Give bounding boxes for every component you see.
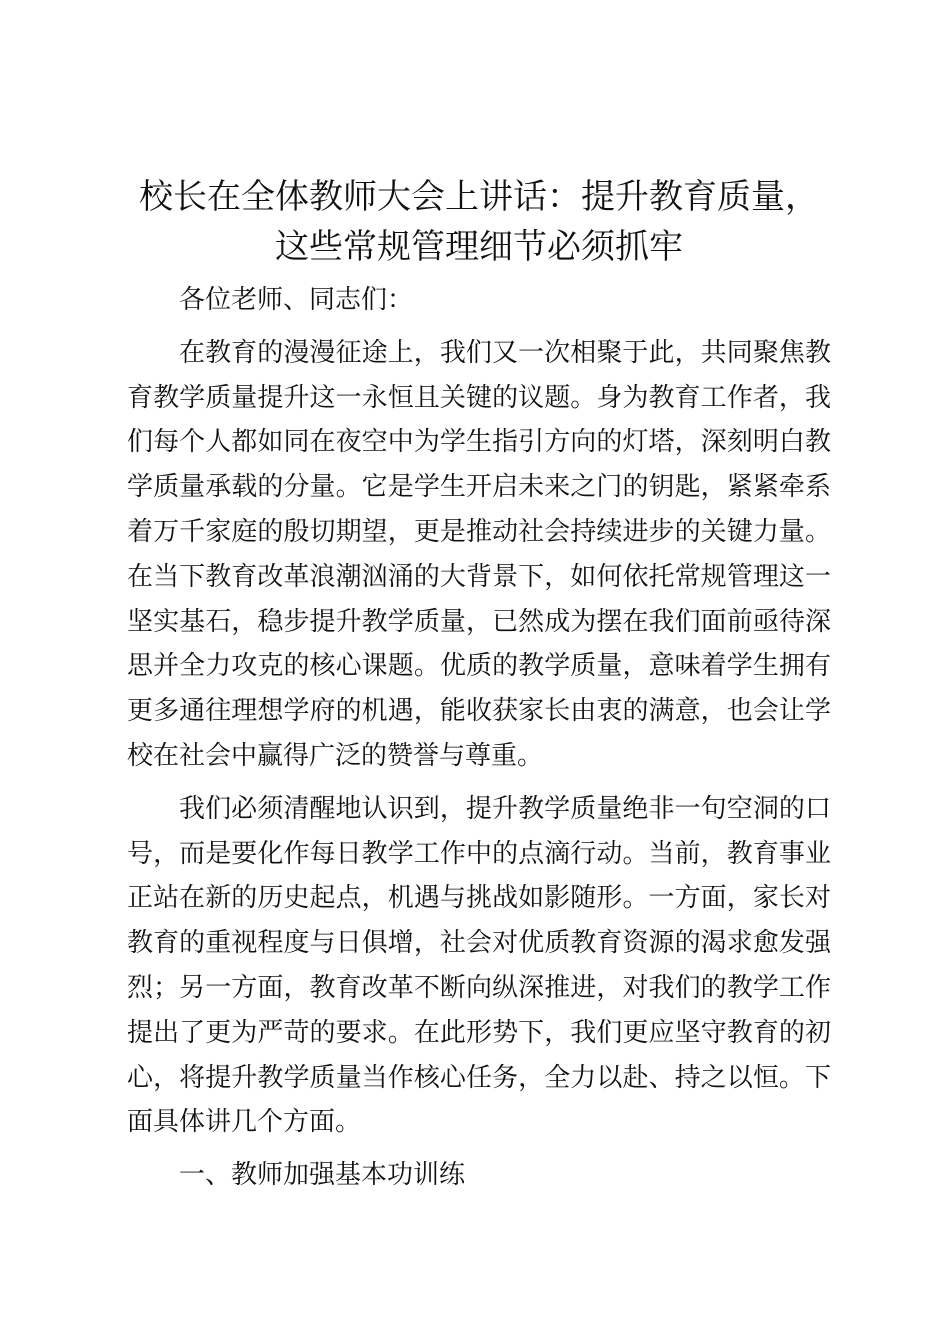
title-line-1: 校长在全体教师大会上讲话：提升教育质量，	[139, 177, 819, 217]
paragraph-2: 我们必须清醒地认识到，提升教学质量绝非一句空洞的口号，而是要化作每日教学工作中的点滴行动。当前，教育事业正站在新的历史起点，机遇与挑战如影随形。一方面，家长对教育的重视程度与日俱增，社会对优质教育资源的渴求愈发强烈；另一方面，教育改革不断向纵深推进，对我们的教学工作提出了更为严苛的要求。在此形势下，我们更应坚守教育的初心，将提升教学质量当作核心任务，全力以赴、持之以恒。下面具体讲几个方面。	[127, 793, 831, 1138]
document-page	[127, 172, 831, 1198]
salutation: 各位老师、同志们：	[179, 285, 414, 315]
section-heading: 一、教师加强基本功训练	[179, 1160, 466, 1191]
title-line-2: 这些常规管理细节必须抓牢	[275, 227, 683, 267]
paragraph-1: 在教育的漫漫征途上，我们又一次相聚于此，共同聚焦教育教学质量提升这一永恒且关键的议题。身为教育工作者，我们每个人都如同在夜空中为学生指引方向的灯塔，深刻明白教学质量承载的分量。它是学生开启未来之门的钥匙，紧紧牵系着万千家庭的殷切期望，更是推动社会持续进步的关键力量。在当下教育改革浪潮汹涌的大背景下，如何依托常规管理这一坚实基石，稳步提升教学质量，已然成为摆在我们面前亟待深思并全力攻克的核心课题。优质的教学质量，意味着学生拥有更多通往理想学府的机遇，能收获家长由衷的满意，也会让学校在社会中赢得广泛的赞誉与尊重。	[127, 337, 831, 771]
document-title	[127, 172, 831, 272]
